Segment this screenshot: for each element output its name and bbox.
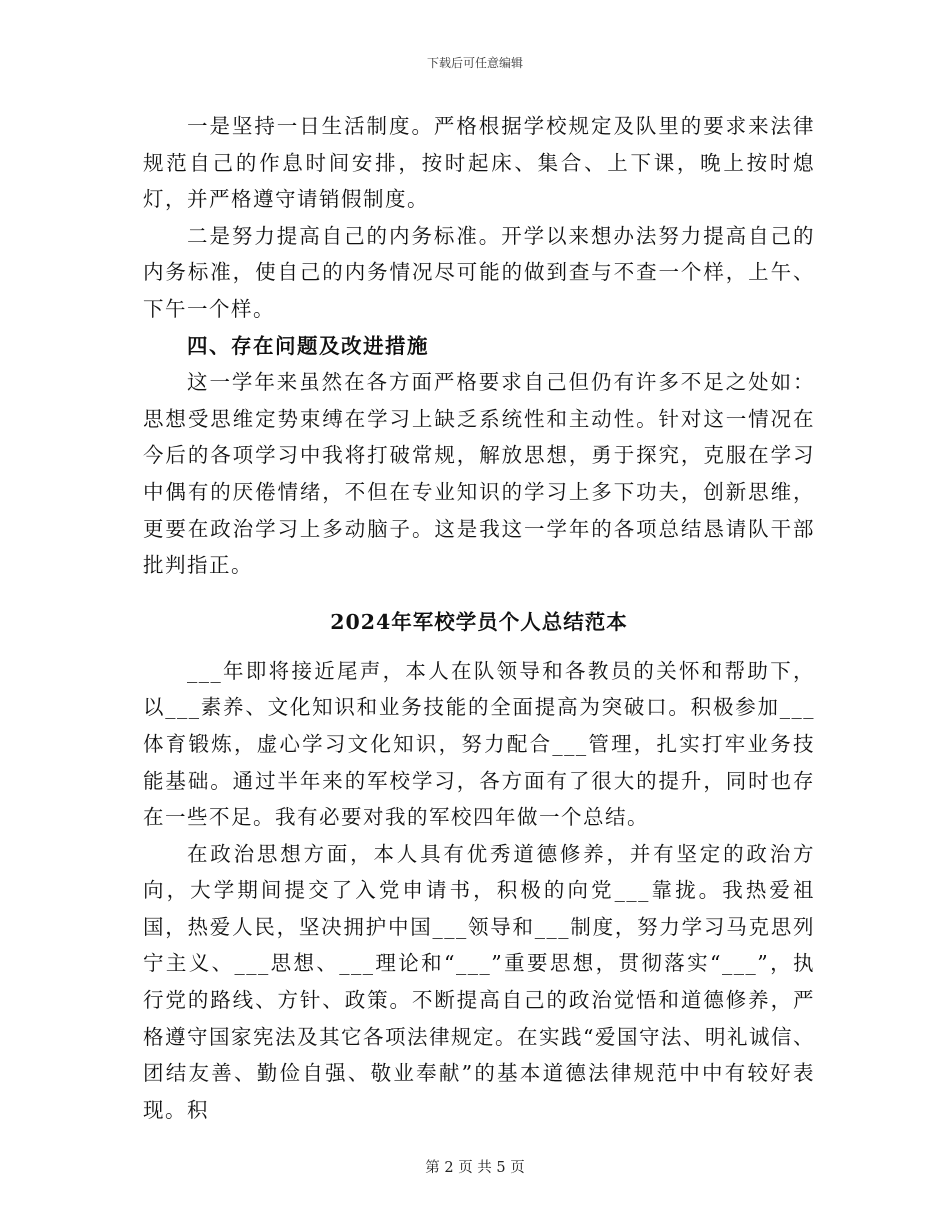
paragraph-problems: 这一学年来虽然在各方面严格要求自己但仍有许多不足之处如：思想受思维定势束缚在学习上缺乏系统性和主动性。针对这一情况在今后的各项学习中我将打破常规，解放思想，勇于探究，克服在学习中偶有的厌倦情绪，不但在专业知识的学习上多下功夫，创新思维，更要在政治学习上多动脑子。这是我这一学年的各项总结恳请队干部批判指正。: [143, 370, 815, 578]
document-body: [143, 108, 815, 1128]
document-title: 2024年军校学员个人总结范本: [330, 609, 628, 634]
paragraph-political: 在政治思想方面，本人具有优秀道德修养，并有坚定的政治方向，大学期间提交了入党申请书，积极的向党___靠拢。我热爱祖国，热爱人民，坚决拥护中国___领导和___制度，努力学习马克思列宁主义、___思想、___理论和“___”重要思想，贯彻落实“___”，执行党的路线、方针、政策。不断提高自己的政治觉悟和道德修养，严格遵守国家宪法及其它各项法律规定。在实践“爱国守法、明礼诚信、团结友善、勤俭自强、敬业奉献”的基本道德法律规范中中有较好表现。积: [143, 841, 815, 1122]
paragraph-intro: ___年即将接近尾声，本人在队领导和各教员的关怀和帮助下，以___素养、文化知识和业务技能的全面提高为突破口。积极参加___体育锻炼，虚心学习文化知识，努力配合___管理，扎实打牢业务技能基础。通过半年来的军校学习，各方面有了很大的提升，同时也存在一些不足。我有必要对我的军校四年做一个总结。: [143, 658, 815, 830]
section-heading-problems: 四、存在问题及改进措施: [187, 333, 429, 358]
paragraph-housekeeping: 二是努力提高自己的内务标准。开学以来想办法努力提高自己的内务标准，使自己的内务情况尽可能的做到查与不查一个样，上午、下午一个样。: [143, 223, 815, 321]
header-note: 下载后可任意编辑: [426, 56, 523, 70]
paragraph-daily-routine: 一是坚持一日生活制度。严格根据学校规定及队里的要求来法律规范自己的作息时间安排，按时起床、集合、上下课，晚上按时熄灯，并严格遵守请销假制度。: [143, 114, 815, 212]
page-number: 第 2 页 共 5 页: [425, 1160, 525, 1176]
